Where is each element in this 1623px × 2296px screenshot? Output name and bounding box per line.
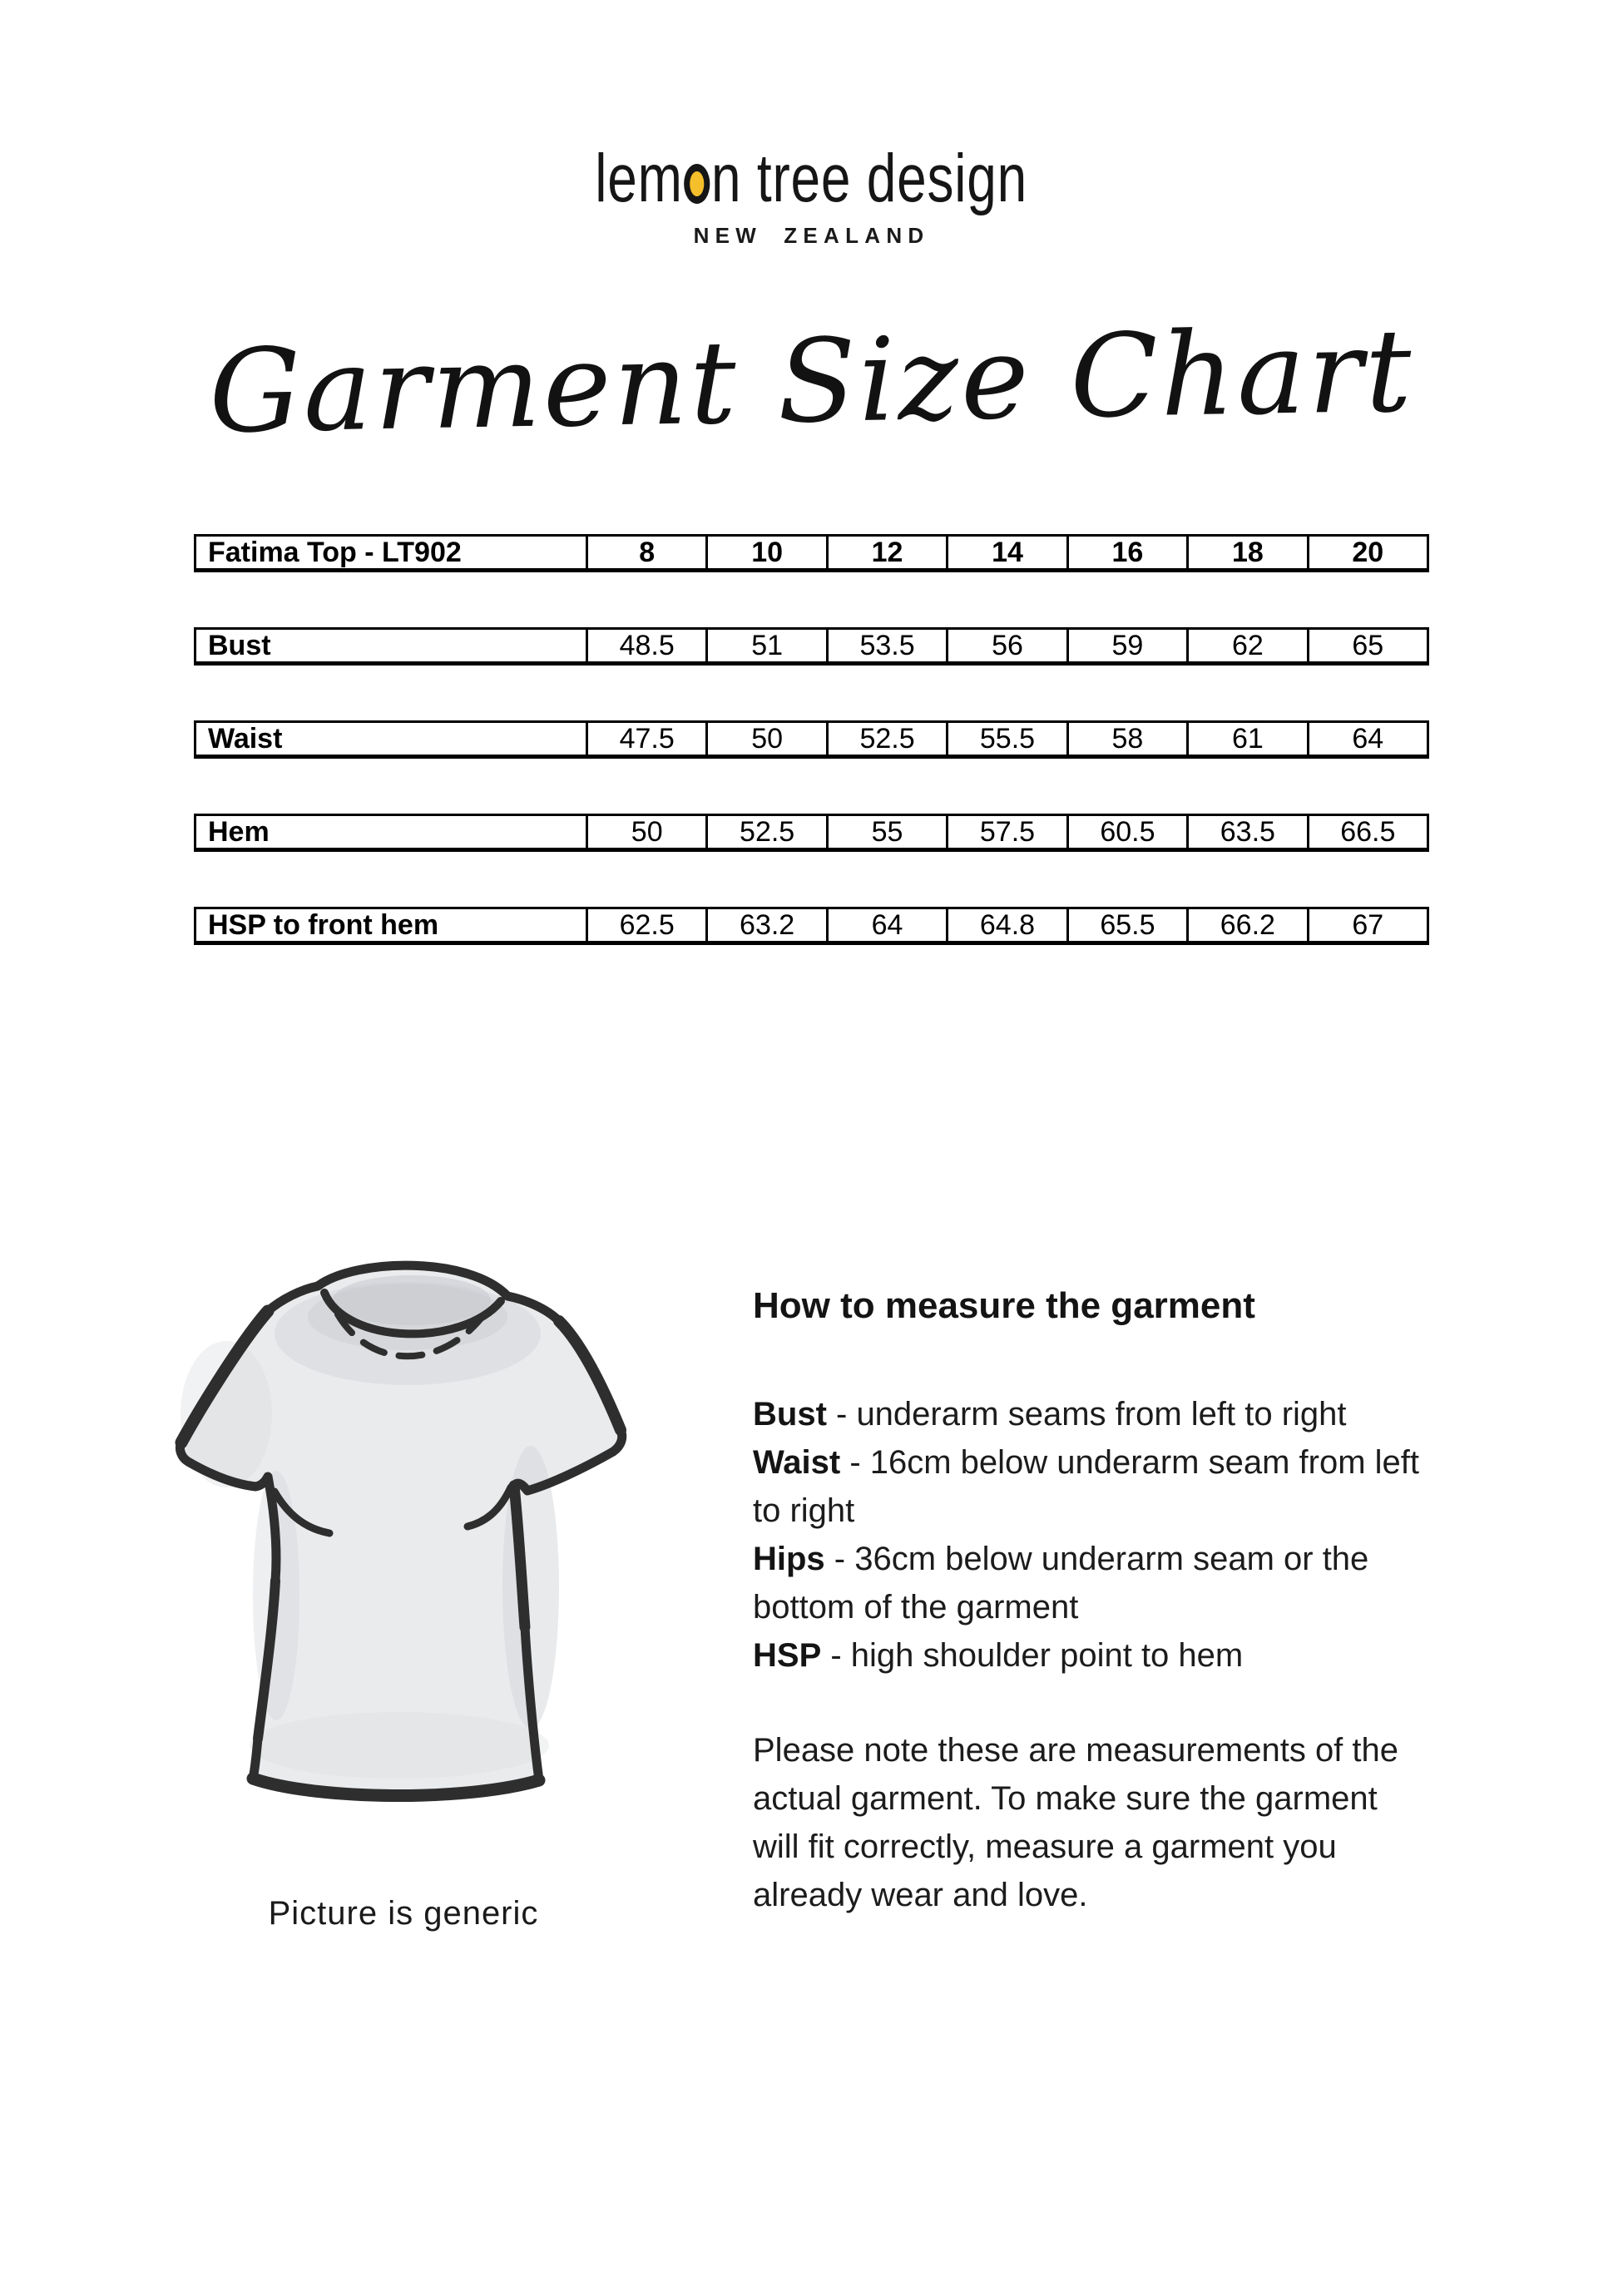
measurement-value-cell: 59: [1066, 630, 1186, 661]
size-header-cell: 12: [826, 537, 946, 568]
brand-text-pre: lem: [595, 141, 684, 216]
measurement-value-cell: 53.5: [826, 630, 946, 661]
measurement-value-cell: 51: [705, 630, 825, 661]
size-chart-table: [194, 534, 1429, 945]
guide-items: [753, 1390, 1423, 1680]
measurement-label-cell: Waist: [208, 723, 283, 755]
measurement-value-cell: 52.5: [705, 816, 825, 848]
tshirt-illustration-icon: [175, 1238, 632, 1804]
brand-name: [596, 140, 1028, 218]
brand-logo: [0, 140, 1623, 249]
guide-item-description: - 36cm below underarm seam or the bottom of the garment: [753, 1541, 1369, 1626]
size-header-cell: 10: [705, 537, 825, 568]
measurement-row: [194, 627, 1429, 666]
measurement-value-cell: 63.5: [1186, 816, 1306, 848]
measurement-value-cell: 48.5: [586, 630, 705, 661]
measurement-value-cell: 66.5: [1307, 816, 1427, 848]
illustration-caption: Picture is generic: [268, 1895, 539, 1932]
measurement-value-cell: 64: [1307, 723, 1427, 755]
size-header-cell: 16: [1066, 537, 1186, 568]
measurement-value-cell: 50: [586, 816, 705, 848]
measurement-value-cell: 57.5: [946, 816, 1066, 848]
size-header-row: [194, 534, 1429, 572]
measurement-value-cell: 65: [1307, 630, 1427, 661]
measurement-value-cell: 50: [705, 723, 825, 755]
measurement-value-cell: 66.2: [1186, 909, 1306, 941]
size-header-cell: 18: [1186, 537, 1306, 568]
guide-item-description: - high shoulder point to hem: [821, 1637, 1244, 1674]
measurement-value-cell: 64.8: [946, 909, 1066, 941]
measurement-row: [194, 720, 1429, 759]
guide-item-term: Bust: [753, 1396, 827, 1433]
size-header-cell: 8: [586, 537, 705, 568]
guide-item-term: Waist: [753, 1444, 841, 1481]
measurement-label-cell: HSP to front hem: [208, 909, 439, 941]
guide-item: [753, 1631, 1423, 1680]
guide-note: Please note these are measurements of the actual garment. To make sure the garment will fit correctly, measure a garment you already wear and love.: [753, 1732, 1399, 1913]
guide-item: [753, 1438, 1423, 1535]
measurement-value-cell: 67: [1307, 909, 1427, 941]
measurement-value-cell: 62: [1186, 630, 1306, 661]
measurement-value-cell: 62.5: [586, 909, 705, 941]
guide-item: [753, 1390, 1423, 1438]
guide-item-term: Hips: [753, 1541, 825, 1577]
brand-text-post: n tree design: [711, 141, 1028, 216]
page-title: Garment Size Chart: [208, 304, 1415, 459]
measurement-row: [194, 814, 1429, 852]
guide-item-description: - 16cm below underarm seam from left to right: [753, 1444, 1420, 1529]
lemon-dot-icon: [685, 164, 710, 204]
measurement-value-cell: 64: [826, 909, 946, 941]
measurement-value-cell: 55.5: [946, 723, 1066, 755]
measurement-row: [194, 907, 1429, 945]
size-header-cell: 14: [946, 537, 1066, 568]
measurement-label-cell: Bust: [208, 630, 271, 661]
measurement-value-cell: 65.5: [1066, 909, 1186, 941]
guide-heading: How to measure the garment: [753, 1285, 1255, 1326]
measurement-label-cell: Hem: [208, 816, 270, 848]
measurement-value-cell: 55: [826, 816, 946, 848]
guide-item-term: HSP: [753, 1637, 822, 1674]
brand-tagline: NEW ZEALAND: [693, 223, 930, 248]
guide-item-description: - underarm seams from left to right: [826, 1396, 1347, 1433]
measure-guide: [753, 1285, 1423, 1919]
measurement-value-cell: 61: [1186, 723, 1306, 755]
measurement-value-cell: 60.5: [1066, 816, 1186, 848]
measurement-value-cell: 47.5: [586, 723, 705, 755]
measurement-value-cell: 63.2: [705, 909, 825, 941]
garment-illustration: [175, 1238, 632, 1932]
guide-item: [753, 1535, 1423, 1631]
measurement-value-cell: 56: [946, 630, 1066, 661]
product-name-cell: Fatima Top - LT902: [208, 537, 462, 568]
measurement-value-cell: 58: [1066, 723, 1186, 755]
measurement-value-cell: 52.5: [826, 723, 946, 755]
size-header-cell: 20: [1307, 537, 1427, 568]
